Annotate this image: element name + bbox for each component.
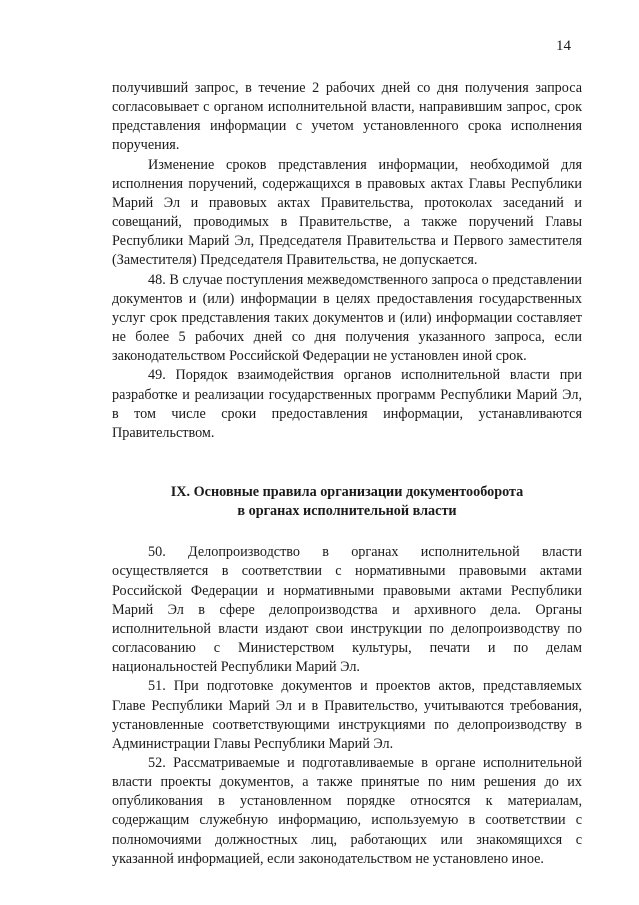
page-number: 14 [556, 38, 571, 54]
document-body [112, 79, 582, 869]
paragraph-49: 49. Порядок взаимодействия органов исполнительной власти при разработке и реализации государственных программ Республики Марий Эл, в том числе сроки предоставления информации, устанавливаются Правительством. [112, 367, 582, 441]
section-heading [112, 483, 582, 521]
paragraph-51: 51. При подготовке документов и проектов актов, представляемых Главе Республики Марий Эл и в Правительство, учитываются требования, установленные соответствующими инструкциями по делопроизводству в Администрации Главы Республики Марий Эл. [112, 678, 582, 752]
paragraph-50: 50. Делопроизводство в органах исполнительной власти осуществляется в соответствии с нормативными правовыми актами Российской Федерации и нормативными правовыми актами Республики Марий Эл в сфере делопроизводства и архивного дела. Органы исполнительной власти издают свои инструкции по делопроизводству по согласованию с Министерством культуры, печати и по делам национальностей Республики Марий Эл. [112, 544, 582, 676]
section-heading-line-1: IX. Основные правила организации документооборота [170, 483, 524, 500]
paragraph-continuation: получивший запрос, в течение 2 рабочих дней со дня получения запроса согласовывает с органом исполнительной власти, направившим запрос, срок представления информации с учетом установленного срока исполнения поручения. [112, 80, 582, 154]
paragraph: Изменение сроков представления информации, необходимой для исполнения поручений, содержащихся в правовых актах Главы Республики Марий Эл и правовых актах Правительства, протоколах заседаний и совещаний, проводимых в Правительстве, а также поручений Главы Республики Марий Эл, Председателя Правительства и Первого заместителя (Заместителя) Председателя Правительства, не допускается. [112, 156, 582, 269]
paragraph-52: 52. Рассматриваемые и подготавливаемые в органе исполнительной власти проекты документов, а также принятые по ним решения до их опубликования в установленном порядке относятся к материалам, содержащим служебную информацию, используемую в соответствии с полномочиями должностных лиц, работающих или знакомящихся с указанной информацией, если законодательством не установлено иное. [112, 755, 582, 867]
section-heading-line-2: в органах исполнительной власти [237, 503, 457, 520]
paragraph-48: 48. В случае поступления межведомственного запроса о представлении документов и (или) информации в целях предоставления государственных услуг срок представления таких документов и (или) информации составляет не более 5 рабочих дней со дня получения указанного запроса, если законодательством Российской Федерации не установлен иной срок. [112, 271, 582, 365]
